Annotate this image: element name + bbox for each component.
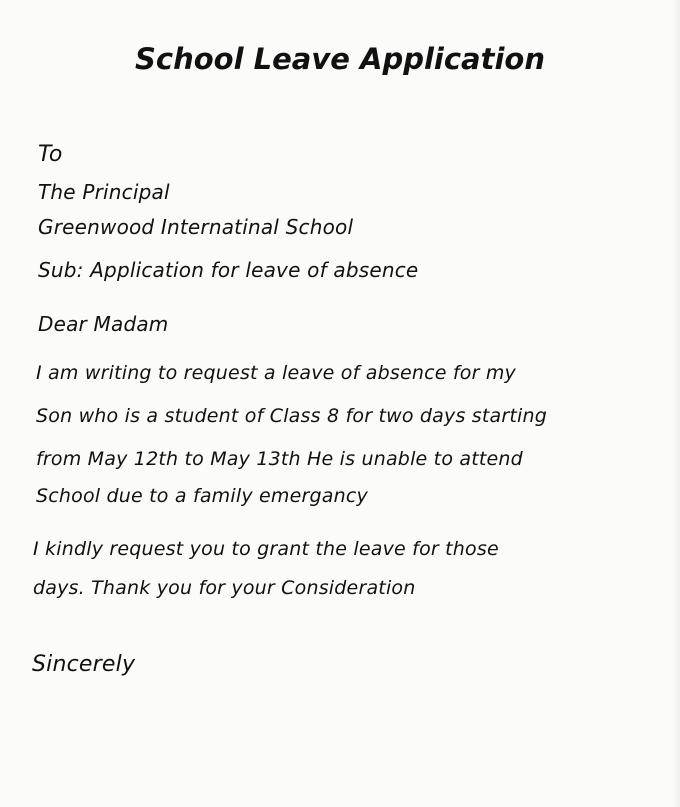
body-line: from May 12th to May 13th He is unable to attend [36,448,523,470]
body-line: days. Thank you for your Consideration [33,577,416,599]
school-name: Greenwood Internatinal School [38,215,354,239]
closing: Sincerely [32,652,136,677]
letter-title: School Leave Application [135,42,545,76]
body-line: I am writing to request a leave of absence for my [36,362,516,384]
salutation: Dear Madam [38,312,169,336]
paper-edge-shadow [672,0,680,807]
body-line: School due to a family emergancy [36,485,368,507]
recipient-name: The Principal [38,180,170,204]
body-line: Son who is a student of Class 8 for two days starting [36,405,548,427]
recipient-to: To [38,142,63,167]
body-line: I kindly request you to grant the leave for those [33,538,499,560]
subject-line: Sub: Application for leave of absence [38,258,419,282]
